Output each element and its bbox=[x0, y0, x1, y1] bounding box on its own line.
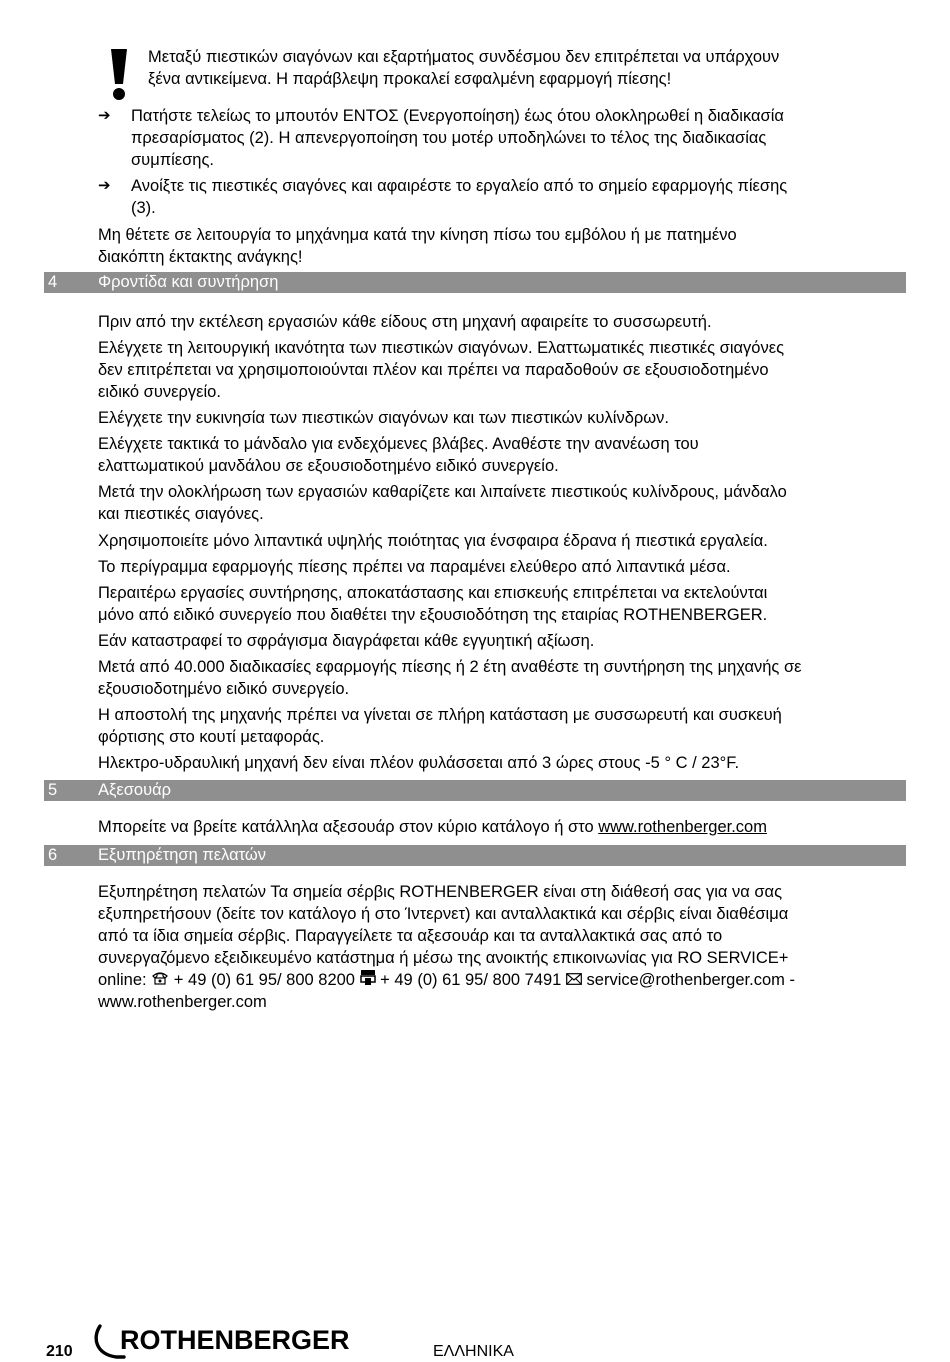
care-paragraph bbox=[98, 630, 906, 652]
accessories-paragraph bbox=[98, 816, 906, 838]
section-number: 5 bbox=[48, 781, 58, 799]
care-paragraph bbox=[98, 656, 906, 700]
care-line: Μετά την ολοκλήρωση των εργασιών καθαρίζετε και λιπαίνετε πιεστικούς κυλίνδρους, μάνδαλο bbox=[98, 483, 787, 501]
arrow-right-icon: ➔ bbox=[98, 107, 111, 124]
language-label: ΕΛΛΗΝΙΚΑ bbox=[433, 1343, 514, 1360]
warning-line: Μεταξύ πιεστικών σιαγόνων και εξαρτήματος συνδέσμου δεν επιτρέπεται να υπάρχουν bbox=[148, 48, 780, 66]
care-paragraph bbox=[98, 433, 906, 477]
warning-line: ξένα αντικείμενα. Η παράβλεψη προκαλεί εσφαλμένη εφαρμογή πίεσης! bbox=[148, 70, 672, 88]
step-text bbox=[131, 175, 891, 219]
care-line: Ελέγχετε τακτικά το μάνδαλο για ενδεχόμενες βλάβες. Αναθέστε την ανανέωση του bbox=[98, 435, 699, 453]
care-line: Χρησιμοποιείτε μόνο λιπαντικά υψηλής ποιότητας για ένσφαιρα έδρανα ή πιεστικά εργαλεία. bbox=[98, 532, 768, 550]
step-line: Πατήστε τελείως το μπουτόν ΕΝΤΟΣ (Ενεργοποίηση) έως ότου ολοκληρωθεί η διαδικασία bbox=[131, 107, 784, 125]
care-line: μόνο από ειδικό συνεργείο που διαθέτει την εξουσιοδότηση της εταιρίας ROTHENBERGER. bbox=[98, 606, 768, 624]
care-paragraph bbox=[98, 337, 906, 403]
care-line: Πριν από την εκτέλεση εργασιών κάθε είδους στη μηχανή αφαιρείτε το συσσωρευτή. bbox=[98, 313, 712, 331]
care-paragraph bbox=[98, 407, 906, 429]
care-line: Το περίγραμμα εφαρμογής πίεσης πρέπει να παραμένει ελεύθερο από λιπαντικά μέσα. bbox=[98, 558, 731, 576]
note-line: διακόπτη έκτακτης ανάγκης! bbox=[98, 248, 303, 266]
note-line: Μη θέτετε σε λειτουργία το μηχάνημα κατά την κίνηση πίσω του εμβόλου ή με πατημένο bbox=[98, 226, 737, 244]
care-line: φόρτισης στο κουτί μεταφοράς. bbox=[98, 728, 325, 746]
care-line: ελαττωματικού μανδάλου σε εξουσιοδοτημένο ειδικό συνεργείο. bbox=[98, 457, 559, 475]
care-paragraph bbox=[98, 704, 906, 748]
section-title: Φροντίδα και συντήρηση bbox=[98, 273, 279, 291]
service-website: www.rothenberger.com bbox=[98, 993, 267, 1011]
care-paragraph bbox=[98, 311, 906, 333]
service-line: από τα ίδια σημεία σέρβις. Παραγγείλετε τα αξεσουάρ και τα ανταλλακτικά σας από το bbox=[98, 927, 723, 945]
care-paragraph bbox=[98, 481, 906, 525]
care-line: ειδικό συνεργείο. bbox=[98, 383, 221, 401]
logo-text: ROTHENBERGER bbox=[120, 1325, 350, 1355]
care-line: Περαιτέρω εργασίες συντήρησης, αποκατάστασης και επισκευής επιτρέπεται να εκτελούνται bbox=[98, 584, 768, 602]
care-paragraph bbox=[98, 556, 906, 578]
website-link[interactable]: www.rothenberger.com bbox=[598, 818, 767, 836]
section-title: Αξεσουάρ bbox=[98, 781, 172, 799]
fax-icon bbox=[360, 969, 376, 985]
page-number: 210 bbox=[46, 1343, 73, 1360]
section-heading-accessories bbox=[44, 780, 906, 801]
care-paragraph bbox=[98, 530, 906, 552]
care-line: Ελέγχετε τη λειτουργική ικανότητα των πιεστικών σιαγόνων. Ελαττωματικές πιεστικές σιαγόνες bbox=[98, 339, 785, 357]
online-label: online: bbox=[98, 971, 152, 989]
service-line: εξυπηρετήσουν (δείτε τον κατάλογο ή στο Ίντερνετ) και ανταλλακτικά και σέρβις είναι διαθέσιμα bbox=[98, 905, 789, 923]
accessories-text: Μπορείτε να βρείτε κατάλληλα αξεσουάρ στον κύριο κατάλογο ή στο bbox=[98, 818, 599, 836]
care-line: εξουσιοδοτημένο ειδικό συνεργείο. bbox=[98, 680, 350, 698]
fax-number: + 49 (0) 61 95/ 800 7491 bbox=[375, 971, 566, 989]
care-paragraph bbox=[98, 582, 906, 626]
rothenberger-logo bbox=[94, 1322, 356, 1362]
note-paragraph bbox=[98, 224, 906, 268]
step-line: πρεσαρίσματος (2). Η απενεργοποίηση του μοτέρ υποδηλώνει το τέλος της διαδικασίας bbox=[131, 129, 767, 147]
care-line: και πιεστικές σιαγόνες. bbox=[98, 505, 264, 523]
care-line: Η αποστολή της μηχανής πρέπει να γίνεται σε πλήρη κατάσταση με συσσωρευτή και συσκευή bbox=[98, 706, 782, 724]
care-line: Ελέγχετε την ευκινησία των πιεστικών σιαγόνων και των πιεστικών κυλίνδρων. bbox=[98, 409, 669, 427]
section-title: Εξυπηρέτηση πελατών bbox=[98, 846, 267, 864]
warning-text bbox=[148, 46, 888, 90]
envelope-icon bbox=[566, 973, 582, 985]
service-line: Εξυπηρέτηση πελατών Τα σημεία σέρβις ROTHENBERGER είναι στη διάθεσή σας για να σας bbox=[98, 883, 783, 901]
care-line: Ηλεκτρο-υδραυλική μηχανή δεν είναι πλέον φυλάσσεται από 3 ώρες στους -5 ° C / 23°F. bbox=[98, 754, 740, 772]
service-email: service@rothenberger.com - bbox=[581, 971, 795, 989]
section-number: 6 bbox=[48, 846, 58, 864]
step-line: συμπίεσης. bbox=[131, 151, 215, 169]
service-paragraph bbox=[98, 881, 906, 1013]
care-line: Εάν καταστραφεί το σφράγισμα διαγράφεται κάθε εγγυητική αξίωση. bbox=[98, 632, 595, 650]
section-number: 4 bbox=[48, 273, 58, 291]
step-text bbox=[131, 105, 891, 171]
service-contact-line bbox=[98, 969, 906, 991]
arrow-right-icon: ➔ bbox=[98, 177, 111, 194]
step-line: (3). bbox=[131, 199, 156, 217]
section-heading-care bbox=[44, 272, 906, 293]
phone-number: + 49 (0) 61 95/ 800 8200 bbox=[169, 971, 360, 989]
phone-icon bbox=[151, 971, 169, 985]
step-line: Ανοίξτε τις πιεστικές σιαγόνες και αφαιρέστε το εργαλείο από το σημείο εφαρμογής πίεσης bbox=[131, 177, 788, 195]
service-line: συνεργαζόμενο εξειδικευμένο κατάστημα ή μέσω της ανοικτής επικοινωνίας για RO SERVICE+ bbox=[98, 949, 789, 967]
care-line: δεν επιτρέπεται να χρησιμοποιούνται πλέον και πρέπει να παραδοθούν σε εξουσιοδοτημένο bbox=[98, 361, 769, 379]
section-heading-service bbox=[44, 845, 906, 866]
care-line: Μετά από 40.000 διαδικασίες εφαρμογής πίεσης ή 2 έτη αναθέστε τη συντήρηση της μηχανής σε bbox=[98, 658, 802, 676]
care-paragraph bbox=[98, 752, 906, 774]
exclamation-icon bbox=[108, 48, 130, 102]
